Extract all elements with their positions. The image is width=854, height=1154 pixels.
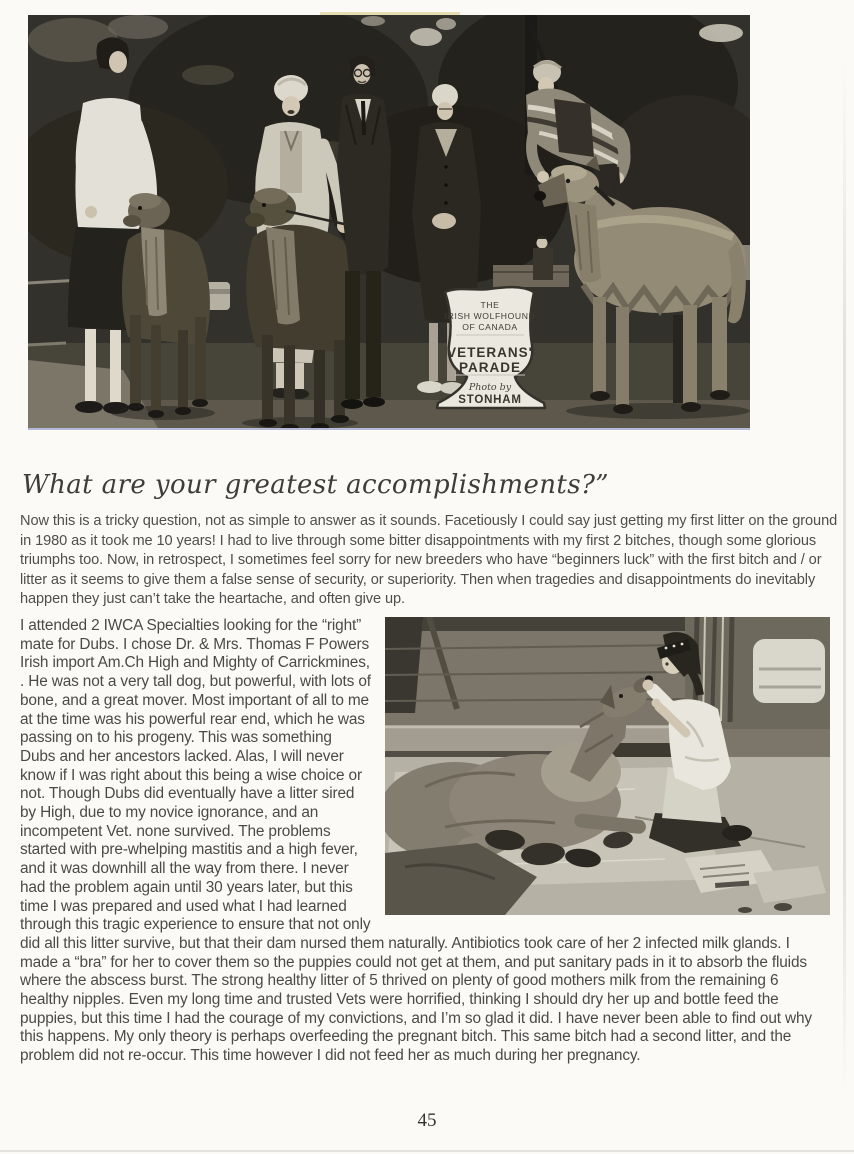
scan-artifact-bottom-edge [0, 1150, 854, 1152]
sign-club-line3: OF CANADA [462, 322, 518, 332]
veterans-parade-illustration [28, 15, 750, 428]
scan-artifact-right-edge [843, 0, 846, 1154]
sign-event-line2: PARADE [458, 360, 522, 375]
main-article-flow [20, 617, 830, 1066]
whelping-illustration [385, 617, 830, 915]
veterans-parade-photo [28, 15, 750, 430]
sign-club-line1: THE [480, 300, 500, 310]
page-number: 45 [417, 1110, 437, 1131]
sign-credit-line1: Photo by [468, 382, 512, 393]
main-paragraph: I attended 2 IWCA Specialties looking for the “right” mate for Dubs. I chose Dr. & Mrs. Thomas F Powers Irish import Am.Ch High and Mighty of Carrickmines, . He was not a very tall dog, but powerful, with lots of bone, and a great mover. Most important of all to me at the time was his powerful rear end, which he was passing on to his progeny. This was something Dubs and her ancestors lacked. Alas, I will never know if I was right about this being a wise choice or not. Though Dubs did eventually have a litter sired by High, due to my novice ignorance, and an incompetent Vet. none survived. The problems started with pre-whelping mastitis and a high fever, and it was downhill all the way from there. I never had the problem again until 30 years later, but this time I was prepared and used what I had learned through this tragic experience to ensure that not only did all this litter survive, but that their dam nursed them naturally. Antibiotics took care of her 2 infected milk glands. I made a “bra” for her to cover them so the puppies could not get at them, and put sanitary pads in it to absorb the fluids where the abscess burst. The strong healthy litter of 5 thrived on plenty of good mothers milk from the remaining 6 healthy nipples. Even my long time and trusted Vets were horrified, thinking I should dry her up and bottle feed the puppies, but this time I had the courage of my convictions, and I’m so glad it did. I have never been able to find out why this happens. My only theory is perhaps overfeeding the pregnant bitch. This same bitch had a second litter, and the problem did not re-occur. This time however I did not feed her as much during her pregnancy. [20, 617, 812, 1065]
sign-event-line1: VETERANS' [447, 345, 533, 360]
sign-credit-line2: STONHAM [458, 394, 522, 406]
intro-paragraph: Now this is a tricky question, not as simple to answer as it sounds. Facetiously I could say just getting my first litter on the ground in 1980 as it took me 10 years! I had to live through some bitter disappointments with my first 2 bitches, though some glorious triumphs too. Now, in retrospect, I sometimes feel sorry for new breeders who have “beginners luck” with the first bitch and / or litter as it seems to give them a false sense of security, or superiority. Then when tragedies and disappointments do inevitably happen they just can’t take the heartache, and often give up. [20, 513, 838, 608]
page-title: What are your greatest accomplishments?” [22, 470, 609, 500]
whelping-photo [385, 617, 830, 915]
sign-club-line2: IRISH WOLFHOUND [444, 311, 536, 321]
